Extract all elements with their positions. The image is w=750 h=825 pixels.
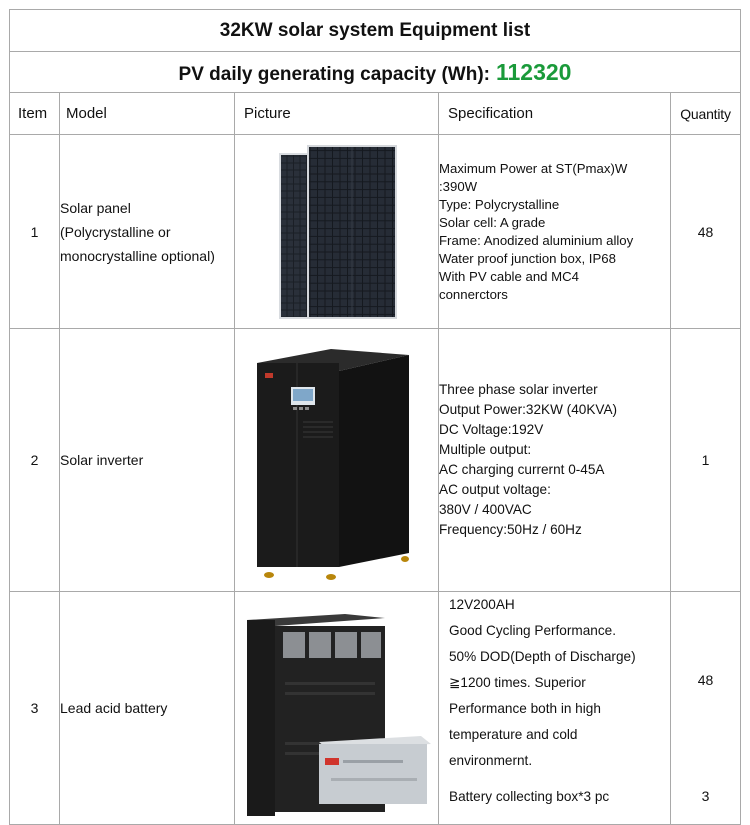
model-line: Solar panel [60,199,131,216]
spec-cell [439,592,671,825]
model-line: Solar inverter [60,452,144,468]
spec-line: Performance both in high [449,701,601,716]
spec-line: Frame: Anodized aluminium alloy [439,232,634,248]
spec-line: temperature and cold [449,727,578,742]
spec-line: Output Power:32KW (40KVA) [439,402,618,417]
capacity-label: PV daily generating capacity (Wh): [178,63,490,85]
spec-cell [439,329,671,592]
spec-line: Good Cycling Performance. [449,623,616,638]
capacity-row [10,52,741,93]
spec-line: connerctors [439,286,508,302]
spec-line: 50% DOD(Depth of Discharge) [449,649,636,664]
table-row [10,592,741,825]
solar-panel-image [235,135,439,328]
spec-line: :390W [439,178,478,194]
spec-line: Frequency:50Hz / 60Hz [439,522,582,537]
spec-line: AC output voltage: [439,482,551,497]
spec-line: Solar cell: A grade [439,214,546,230]
spec-line: Type: Polycrystalline [439,196,560,212]
spec-line: 380V / 400VAC [439,502,532,517]
spec-line: environmernt. [449,753,533,768]
header-item: Item [10,93,60,135]
spec-line: AC charging currernt 0-45A [439,462,605,477]
model-line: Lead acid battery [60,700,168,716]
spec-line: Water proof junction box, IP68 [439,250,616,266]
item-number: 1 [10,135,60,329]
battery-box-note: Battery collecting box*3 pc [449,789,610,804]
inverter-cabinet-image [235,329,439,591]
model-cell [60,329,235,592]
equipment-table [9,9,741,825]
model-line: monocrystalline optional) [60,247,215,264]
model-line: (Polycrystalline or [60,223,171,240]
model-cell [60,592,235,825]
header-row [10,93,741,135]
capacity-value: 112320 [495,58,572,85]
header-picture: Picture [235,93,439,135]
picture-cell [235,135,439,329]
header-quantity: Quantity [671,93,741,135]
table-title: 32KW solar system Equipment list [10,10,741,52]
header-model: Model [60,93,235,135]
quantity-value: 48 [697,672,714,688]
quantity-cell: 48 [671,135,741,329]
spec-lines [449,592,666,774]
table-row [10,135,741,329]
quantity-cell: 1 [671,329,741,592]
spec-line: 12V200AH [449,597,515,612]
table-row [10,329,741,592]
item-number: 2 [10,329,60,592]
model-cell [60,135,235,329]
spec-line: With PV cable and MC4 [439,268,579,284]
spec-line: Three phase solar inverter [439,382,598,397]
spec-line: DC Voltage:192V [439,422,544,437]
battery-cabinet-image [235,592,439,824]
quantity-extra: 3 [701,788,710,804]
header-specification: Specification [439,93,671,135]
item-number: 3 [10,592,60,825]
picture-cell [235,592,439,825]
spec-line: ≧1200 times. Superior [449,675,586,690]
picture-cell [235,329,439,592]
spec-cell [439,135,671,329]
spec-line: Maximum Power at ST(Pmax)W [439,160,628,176]
spec-line: Multiple output: [439,442,532,457]
quantity-cell [671,592,741,825]
